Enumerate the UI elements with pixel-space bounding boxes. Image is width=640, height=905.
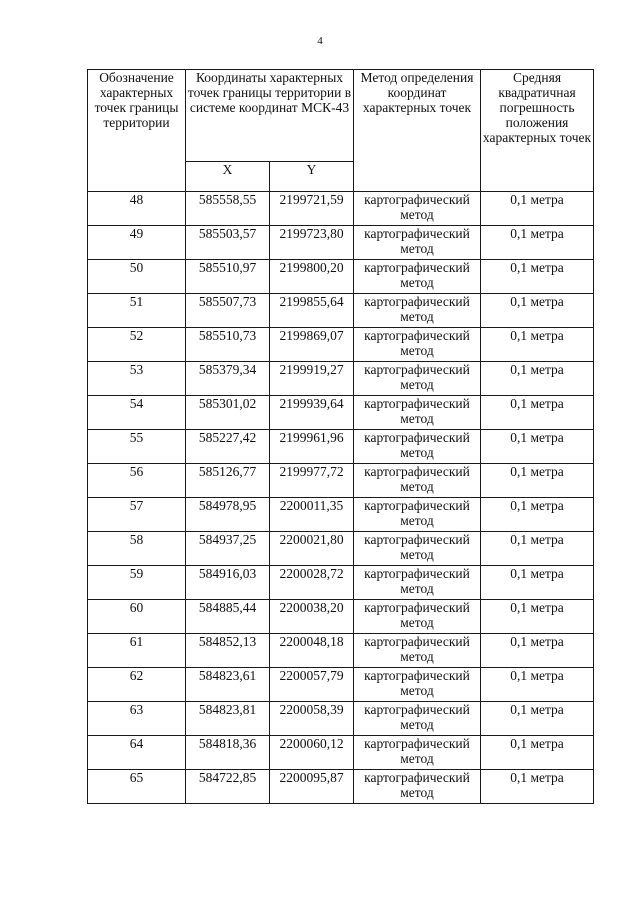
- cell-method: картографический метод: [354, 396, 481, 430]
- cell-point: 57: [88, 498, 186, 532]
- cell-y: 2200028,72: [270, 566, 354, 600]
- header-x: X: [186, 161, 270, 192]
- cell-method: картографический метод: [354, 430, 481, 464]
- cell-point: 58: [88, 532, 186, 566]
- cell-method: картографический метод: [354, 736, 481, 770]
- cell-y: 2200048,18: [270, 634, 354, 668]
- cell-error: 0,1 метра: [481, 532, 594, 566]
- cell-point: 56: [88, 464, 186, 498]
- cell-method: картографический метод: [354, 328, 481, 362]
- cell-point: 49: [88, 226, 186, 260]
- cell-x: 584885,44: [186, 600, 270, 634]
- page-number: 4: [317, 35, 323, 47]
- cell-method: картографический метод: [354, 702, 481, 736]
- cell-x: 585507,73: [186, 294, 270, 328]
- cell-x: 585510,73: [186, 328, 270, 362]
- cell-point: 54: [88, 396, 186, 430]
- table-header: [88, 70, 594, 192]
- header-method: Метод определения координат характерных точек: [354, 70, 481, 192]
- cell-error: 0,1 метра: [481, 566, 594, 600]
- cell-point: 55: [88, 430, 186, 464]
- cell-error: 0,1 метра: [481, 260, 594, 294]
- cell-error: 0,1 метра: [481, 634, 594, 668]
- table-row: [88, 226, 594, 260]
- cell-x: 584916,03: [186, 566, 270, 600]
- cell-y: 2199961,96: [270, 430, 354, 464]
- cell-method: картографический метод: [354, 464, 481, 498]
- cell-x: 585301,02: [186, 396, 270, 430]
- header-y: Y: [270, 161, 354, 192]
- table-row: [88, 328, 594, 362]
- cell-x: 584937,25: [186, 532, 270, 566]
- cell-x: 585503,57: [186, 226, 270, 260]
- cell-point: 48: [88, 192, 186, 226]
- cell-method: картографический метод: [354, 566, 481, 600]
- table-row: [88, 260, 594, 294]
- cell-point: 52: [88, 328, 186, 362]
- cell-method: картографический метод: [354, 362, 481, 396]
- cell-x: 584818,36: [186, 736, 270, 770]
- cell-y: 2199869,07: [270, 328, 354, 362]
- cell-method: картографический метод: [354, 226, 481, 260]
- table-row: [88, 668, 594, 702]
- cell-x: 585227,42: [186, 430, 270, 464]
- cell-x: 584823,61: [186, 668, 270, 702]
- cell-x: 584722,85: [186, 770, 270, 804]
- cell-method: картографический метод: [354, 294, 481, 328]
- table-row: [88, 294, 594, 328]
- cell-x: 584823,81: [186, 702, 270, 736]
- cell-error: 0,1 метра: [481, 294, 594, 328]
- table-body: [88, 192, 594, 804]
- table-row: [88, 396, 594, 430]
- cell-point: 65: [88, 770, 186, 804]
- cell-y: 2199800,20: [270, 260, 354, 294]
- cell-method: картографический метод: [354, 498, 481, 532]
- header-coordinates: Координаты характерных точек границы территории в системе координат МСК-43: [186, 70, 354, 162]
- cell-y: 2199723,80: [270, 226, 354, 260]
- cell-method: картографический метод: [354, 260, 481, 294]
- table-row: [88, 464, 594, 498]
- cell-point: 62: [88, 668, 186, 702]
- cell-y: 2200057,79: [270, 668, 354, 702]
- cell-error: 0,1 метра: [481, 770, 594, 804]
- table-row: [88, 430, 594, 464]
- cell-error: 0,1 метра: [481, 396, 594, 430]
- cell-point: 50: [88, 260, 186, 294]
- cell-y: 2199721,59: [270, 192, 354, 226]
- table-row: [88, 736, 594, 770]
- table-row: [88, 362, 594, 396]
- cell-method: картографический метод: [354, 532, 481, 566]
- cell-error: 0,1 метра: [481, 668, 594, 702]
- cell-error: 0,1 метра: [481, 430, 594, 464]
- cell-error: 0,1 метра: [481, 600, 594, 634]
- cell-y: 2200038,20: [270, 600, 354, 634]
- cell-x: 584978,95: [186, 498, 270, 532]
- cell-x: 585379,34: [186, 362, 270, 396]
- boundary-points-table: [87, 69, 594, 804]
- cell-point: 60: [88, 600, 186, 634]
- cell-error: 0,1 метра: [481, 192, 594, 226]
- cell-x: 584852,13: [186, 634, 270, 668]
- cell-x: 585510,97: [186, 260, 270, 294]
- cell-y: 2199977,72: [270, 464, 354, 498]
- cell-method: картографический метод: [354, 668, 481, 702]
- cell-method: картографический метод: [354, 192, 481, 226]
- cell-error: 0,1 метра: [481, 362, 594, 396]
- cell-error: 0,1 метра: [481, 736, 594, 770]
- cell-point: 51: [88, 294, 186, 328]
- cell-error: 0,1 метра: [481, 464, 594, 498]
- cell-y: 2199855,64: [270, 294, 354, 328]
- table-row: [88, 566, 594, 600]
- table-row: [88, 192, 594, 226]
- cell-point: 59: [88, 566, 186, 600]
- header-point-designation: Обозначение характерных точек границы территории: [88, 70, 186, 192]
- cell-x: 585558,55: [186, 192, 270, 226]
- cell-error: 0,1 метра: [481, 226, 594, 260]
- cell-error: 0,1 метра: [481, 498, 594, 532]
- cell-x: 585126,77: [186, 464, 270, 498]
- cell-point: 64: [88, 736, 186, 770]
- cell-error: 0,1 метра: [481, 328, 594, 362]
- cell-method: картографический метод: [354, 770, 481, 804]
- cell-point: 53: [88, 362, 186, 396]
- cell-y: 2200011,35: [270, 498, 354, 532]
- table-row: [88, 702, 594, 736]
- table-row: [88, 498, 594, 532]
- cell-error: 0,1 метра: [481, 702, 594, 736]
- cell-point: 61: [88, 634, 186, 668]
- table-row: [88, 600, 594, 634]
- cell-y: 2200021,80: [270, 532, 354, 566]
- cell-y: 2199919,27: [270, 362, 354, 396]
- table-row: [88, 634, 594, 668]
- cell-y: 2200095,87: [270, 770, 354, 804]
- cell-method: картографический метод: [354, 600, 481, 634]
- table-row: [88, 532, 594, 566]
- cell-method: картографический метод: [354, 634, 481, 668]
- cell-point: 63: [88, 702, 186, 736]
- cell-y: 2200060,12: [270, 736, 354, 770]
- table-row: [88, 770, 594, 804]
- cell-y: 2200058,39: [270, 702, 354, 736]
- cell-y: 2199939,64: [270, 396, 354, 430]
- header-mean-square-error: Средняя квадратичная погрешность положения характерных точек: [481, 70, 594, 192]
